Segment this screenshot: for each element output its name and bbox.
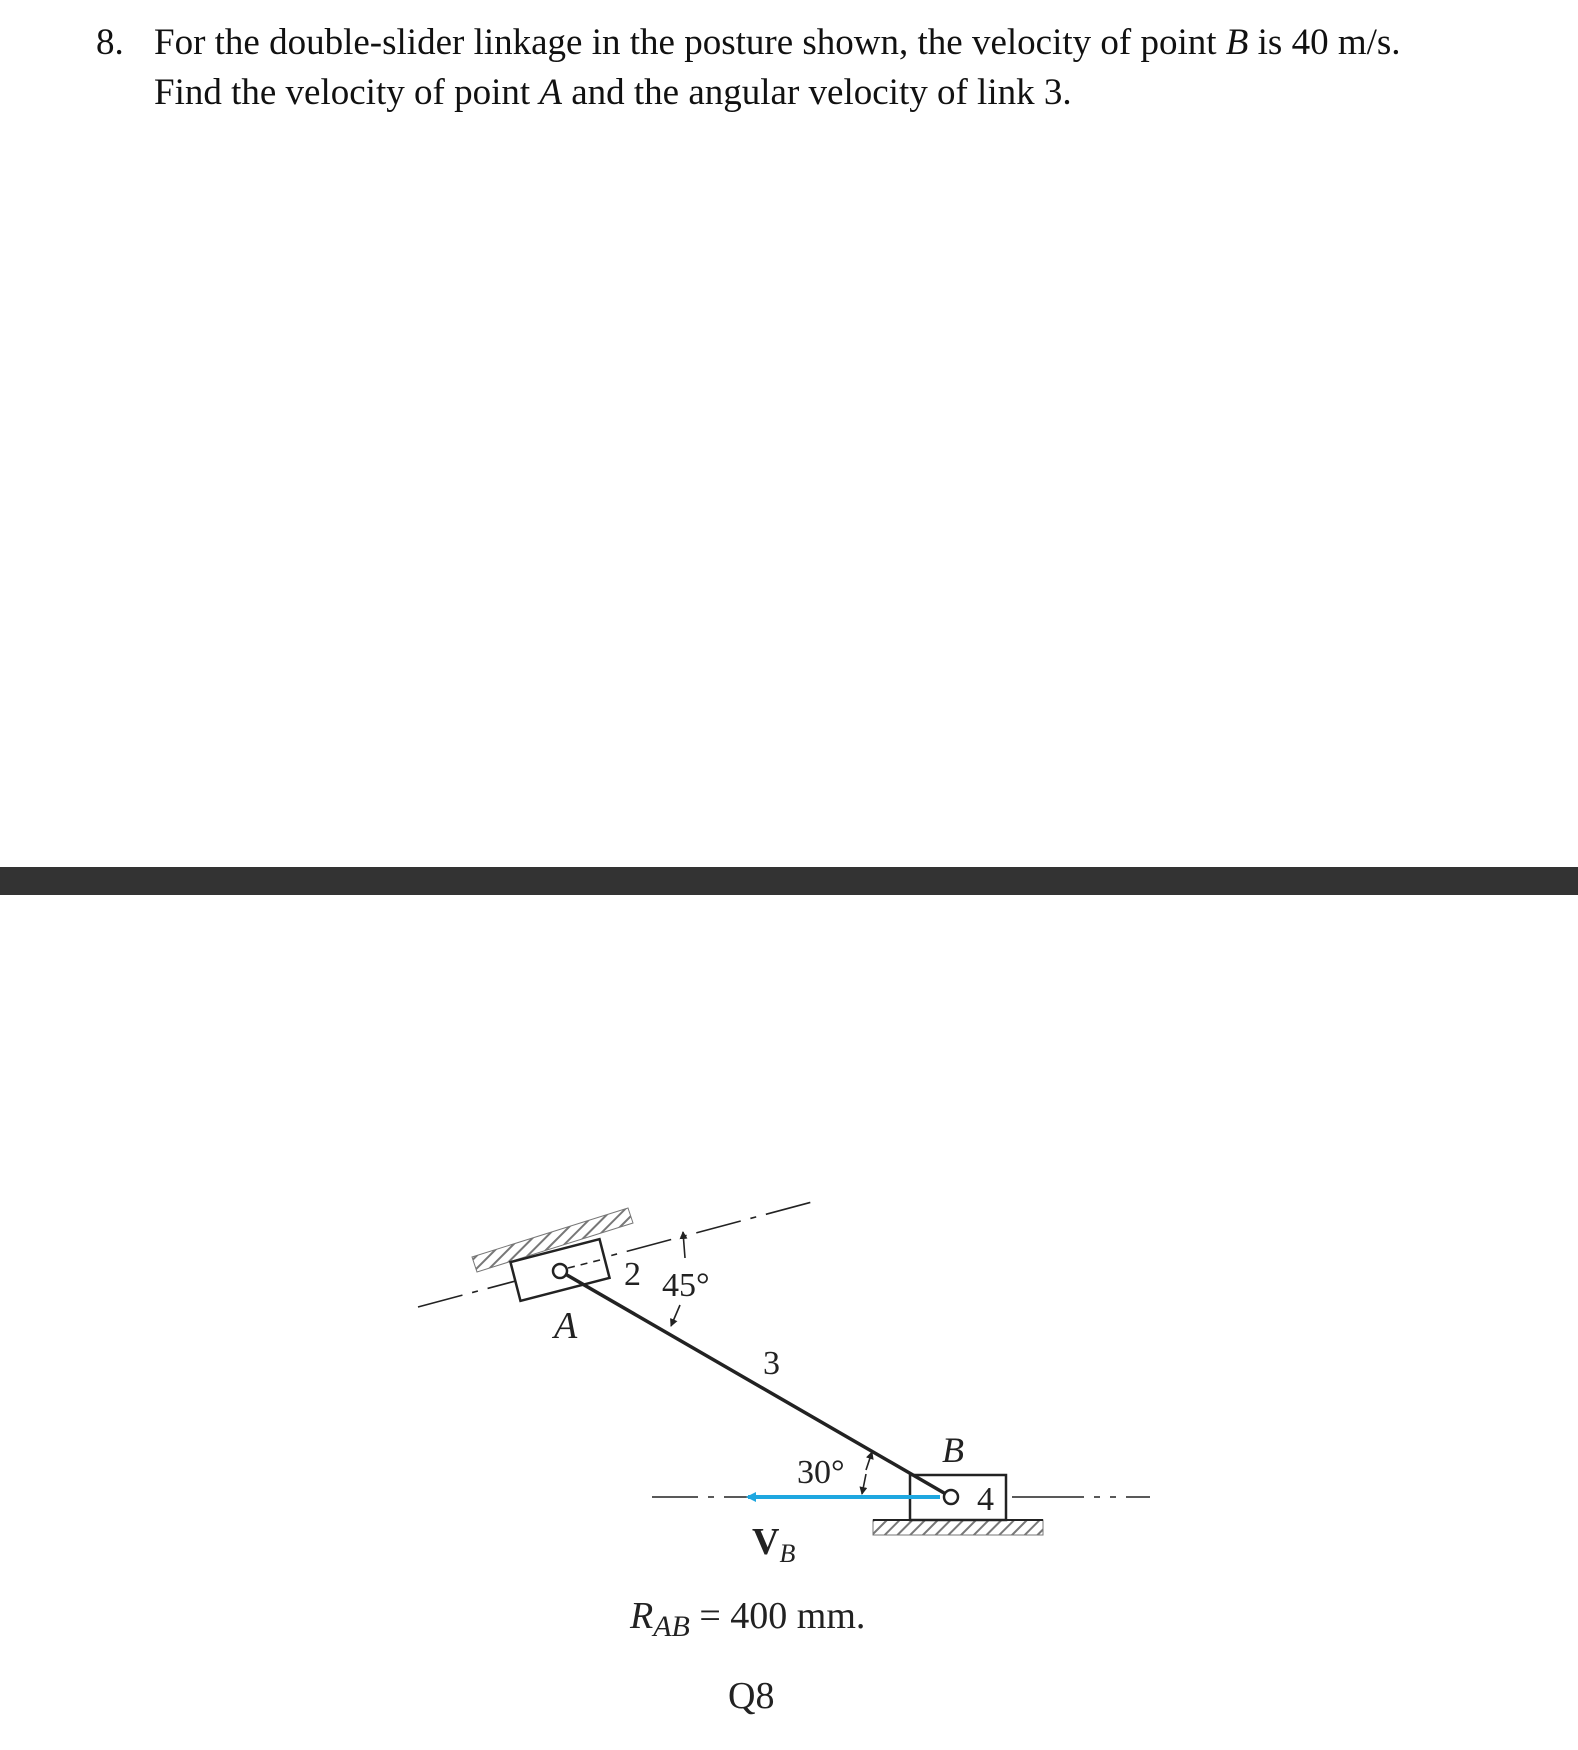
caption-sub: AB — [653, 1610, 690, 1643]
label-angle-45: 45° — [662, 1267, 710, 1304]
angle-45-arrow-down — [671, 1305, 680, 1326]
pin-a — [553, 1264, 567, 1278]
link-3 — [560, 1271, 951, 1497]
problem-line-1-text-b: is 40 m/s. — [1248, 22, 1401, 63]
problem-var-a: A — [539, 72, 562, 113]
label-link-4: 4 — [977, 1481, 994, 1518]
pin-b — [944, 1490, 958, 1504]
angle-30-arrow-up — [866, 1452, 872, 1470]
ground-hatch-bottom — [873, 1520, 1043, 1535]
angle-30-arrow-down — [862, 1474, 866, 1494]
problem-line-2-text-a: Find the velocity of point — [154, 72, 540, 113]
label-vb-sub: B — [779, 1539, 796, 1568]
label-link-3: 3 — [763, 1345, 780, 1382]
problem-line-2-text-b: and the angular velocity of link 3. — [561, 72, 1072, 113]
figure-id: Q8 — [728, 1675, 775, 1717]
label-vb-main: V — [752, 1521, 780, 1563]
caption-r: R — [630, 1595, 654, 1637]
caption-value: = 400 mm. — [689, 1595, 866, 1637]
label-velocity-vb — [752, 1521, 795, 1568]
problem-number: 8. — [96, 22, 124, 63]
label-point-a: A — [554, 1305, 578, 1347]
problem-var-b: B — [1225, 22, 1249, 63]
label-link-2: 2 — [624, 1256, 641, 1293]
slider-a-guide — [418, 1202, 812, 1307]
problem-line-1-text-a: For the double-slider linkage in the posture shown, the velocity of point — [154, 22, 1226, 63]
label-angle-30: 30° — [797, 1454, 845, 1491]
label-point-b: B — [942, 1430, 964, 1470]
caption-rab — [629, 1595, 865, 1643]
slider-b-guide — [652, 1475, 1150, 1535]
